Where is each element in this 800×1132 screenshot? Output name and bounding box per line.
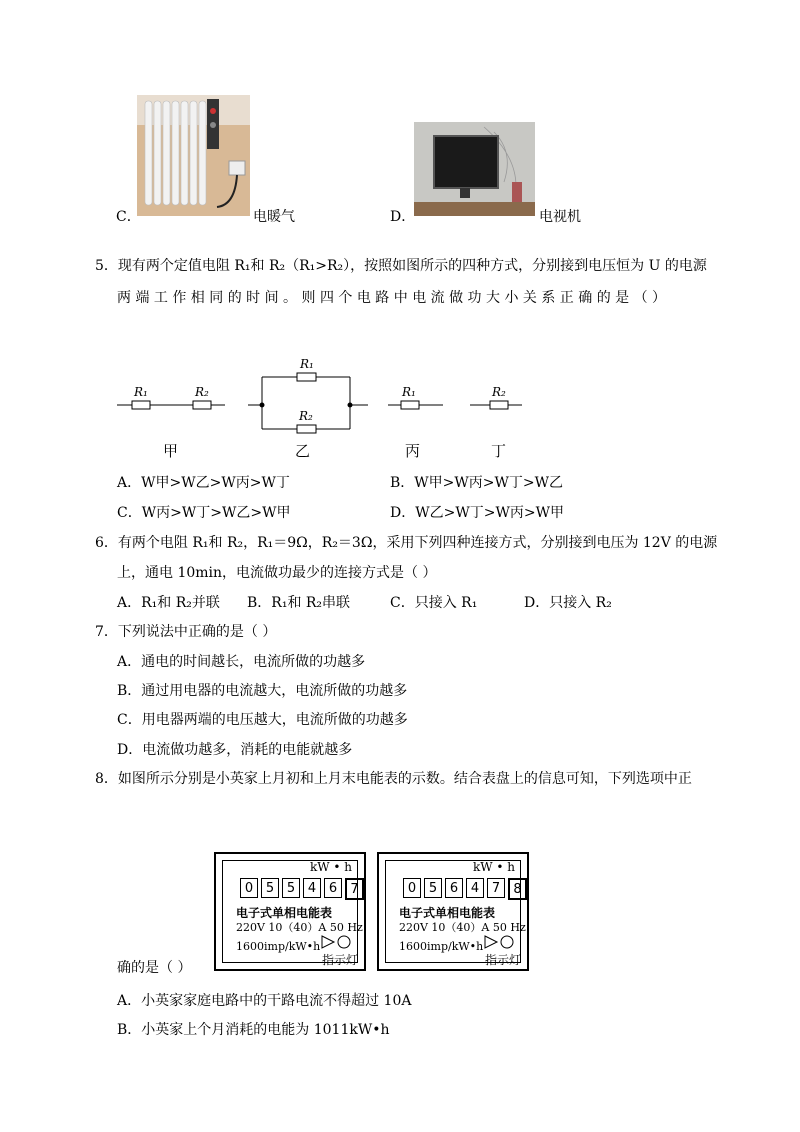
meter1-digit: 6 (324, 878, 342, 898)
q6-option-c: C．只接入 R₁ (390, 595, 478, 611)
q8-line1: 8．如图所示分别是小英家上月初和上月末电能表的示数。结合表盘上的信息可知，下列选项中正 (95, 771, 692, 787)
meter2-digit-decimal: 8 (508, 878, 527, 900)
meter1-digit-decimal: 7 (345, 878, 364, 900)
meter1-spec: 220V 10（40）A 50 Hz (236, 921, 363, 934)
meter2-digit: 6 (445, 878, 463, 898)
circuit-label-ding: 丁 (491, 442, 507, 460)
option-c-label: 电暖气 (253, 209, 295, 225)
meter2-imp: 1600imp/kW•h (399, 940, 484, 953)
jia-r2-label: R₂ (195, 385, 209, 399)
meter1-imp: 1600imp/kW•h (236, 940, 321, 953)
q7-line1: 7．下列说法中正确的是（ ） (95, 624, 277, 640)
jia-r1-label: R₁ (134, 385, 148, 399)
meter1-digit: 5 (282, 878, 300, 898)
circuit-diagrams (110, 350, 540, 435)
meter1-digits (240, 878, 367, 900)
heater-image (137, 95, 250, 216)
circuit-label-bing: 丙 (405, 442, 421, 460)
electric-meter-start (214, 852, 366, 971)
meter1-unit: kW • h (309, 860, 352, 874)
yi-r1-label: R₁ (300, 357, 314, 371)
meter1-digit: 5 (261, 878, 279, 898)
meter1-name: 电子式单相电能表 (236, 906, 333, 920)
q8-option-b: B．小英家上个月消耗的电能为 1011kW•h (117, 1022, 390, 1038)
meter2-digit: 5 (424, 878, 442, 898)
meter2-digit: 0 (403, 878, 421, 898)
meter1-indicator-icon (320, 934, 354, 950)
q8-option-a: A．小英家家庭电路中的干路电流不得超过 10A (117, 993, 412, 1009)
meter2-digit: 4 (466, 878, 484, 898)
q6-option-b: B．R₁和 R₂串联 (247, 595, 351, 611)
meter2-indicator-icon (483, 934, 517, 950)
q5-option-b: B．W甲>W丙>W丁>W乙 (390, 475, 564, 491)
q7-option-a: A．通电的时间越长，电流所做的功越多 (117, 654, 366, 670)
yi-r2-label: R₂ (299, 409, 313, 423)
option-d-label: 电视机 (539, 209, 581, 225)
bing-r1-label: R₁ (402, 385, 416, 399)
q5-line2: 两 端 工 作 相 同 的 时 间 。 则 四 个 电 路 中 电 流 做 功 大 小 关 系 正 确 的 是 （ ） (117, 290, 667, 306)
q7-option-c: C．用电器两端的电压越大，电流所做的功越多 (117, 712, 408, 728)
meter2-digit: 7 (487, 878, 505, 898)
option-c-letter: C． (116, 209, 141, 225)
q6-option-a: A．R₁和 R₂并联 (117, 595, 220, 611)
electric-meter-end (377, 852, 529, 971)
q5-line1: 5．现有两个定值电阻 R₁和 R₂（R₁>R₂），按照如图所示的四种方式，分别接到电压恒为 U 的电源 (95, 258, 707, 274)
q6-option-d: D．只接入 R₂ (524, 595, 612, 611)
circuit-label-yi: 乙 (295, 442, 311, 460)
meter2-spec: 220V 10（40）A 50 Hz (399, 921, 526, 934)
q6-line2: 上，通电 10min，电流做功最少的连接方式是（ ） (117, 565, 437, 581)
option-d-letter: D． (390, 209, 416, 225)
meter1-indicator-label: 指示灯 (322, 953, 359, 967)
q8-line2: 确的是（ ） (117, 960, 192, 976)
meter1-digit: 0 (240, 878, 258, 898)
meter2-indicator-label: 指示灯 (485, 953, 522, 967)
meter1-digit: 4 (303, 878, 321, 898)
q5-option-c: C．W丙>W丁>W乙>W甲 (117, 505, 291, 521)
meter2-name: 电子式单相电能表 (399, 906, 496, 920)
tv-image (414, 122, 535, 216)
q7-option-b: B．通过用电器的电流越大，电流所做的功越多 (117, 683, 408, 699)
q5-option-a: A．W甲>W乙>W丙>W丁 (117, 475, 290, 491)
ding-r2-label: R₂ (492, 385, 506, 399)
meter2-digits (403, 878, 530, 900)
circuit-label-jia: 甲 (163, 442, 179, 460)
q7-option-d: D．电流做功越多，消耗的电能就越多 (117, 742, 353, 758)
meter2-unit: kW • h (472, 860, 515, 874)
q5-option-d: D．W乙>W丁>W丙>W甲 (390, 505, 564, 521)
q6-line1: 6．有两个电阻 R₁和 R₂，R₁＝9Ω，R₂＝3Ω，采用下列四种连接方式，分别接到电压为 12V 的电源 (95, 535, 718, 551)
